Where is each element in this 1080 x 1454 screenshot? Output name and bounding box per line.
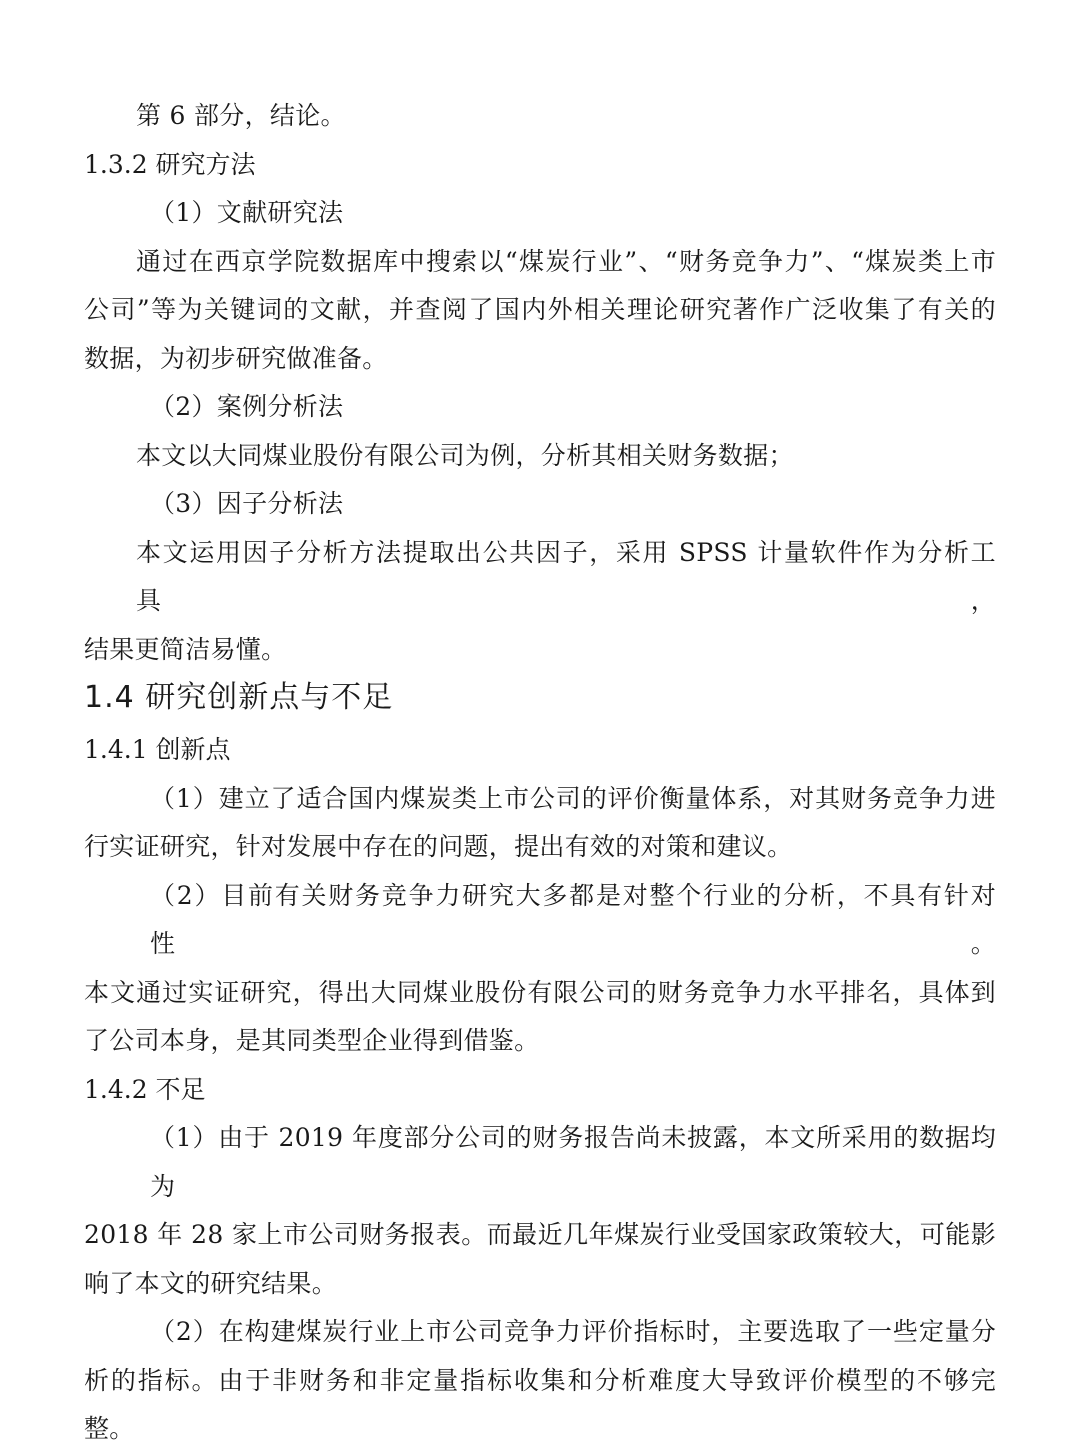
shortcoming-2-line-1: （2）在构建煤炭行业上市公司竞争力评价指标时，主要选取了一些定量分 <box>150 1317 996 1346</box>
shortcoming-1-line-2: 2018 年 28 家上市公司财务报表。而最近几年煤炭行业受国家政策较大，可能影 <box>84 1220 996 1249</box>
method-1-body-line-1: 通过在西京学院数据库中搜索以“煤炭行业”、“财务竞争力”、“煤炭类上市 <box>136 246 996 276</box>
innovation-1-line-1: （1）建立了适合国内煤炭类上市公司的评价衡量体系，对其财务竞争力进 <box>150 783 996 813</box>
paragraph-part6: 第 6 部分，结论。 <box>136 101 346 130</box>
method-3-title: （3）因子分析法 <box>150 489 344 518</box>
method-2-body-line-1: 本文以大同煤业股份有限公司为例，分析其相关财务数据； <box>136 440 794 470</box>
innovation-1-line-2: 行实证研究，针对发展中存在的问题，提出有效的对策和建议。 <box>84 832 793 861</box>
method-3-body-line-2: 结果更简洁易懂。 <box>84 634 287 664</box>
heading-1-4-1-innovation: 1.4.1 创新点 <box>84 735 231 764</box>
shortcoming-1-line-3: 响了本文的研究结果。 <box>84 1268 338 1298</box>
method-1-body-line-2: 公司”等为关键词的文献，并查阅了国内外相关理论研究著作广泛收集了有关的 <box>84 295 996 324</box>
heading-1-4-2-shortcomings: 1.4.2 不足 <box>84 1074 206 1104</box>
heading-1-4-innovation-and-shortcomings: 1.4 研究创新点与不足 <box>84 680 394 715</box>
shortcoming-2-line-3: 整。 <box>84 1414 135 1443</box>
shortcoming-1-line-1: （1）由于 2019 年度部分公司的财务报告尚未披露，本文所采用的数据均为 <box>150 1123 996 1201</box>
heading-1-3-2-research-methods: 1.3.2 研究方法 <box>84 149 256 179</box>
innovation-2-line-1: （2）目前有关财务竞争力研究大多都是对整个行业的分析，不具有针对性。 <box>150 880 996 958</box>
method-1-body-line-3: 数据，为初步研究做准备。 <box>84 343 388 373</box>
innovation-2-line-2: 本文通过实证研究，得出大同煤业股份有限公司的财务竞争力水平排名，具体到 <box>84 977 996 1007</box>
method-1-title: （1）文献研究法 <box>150 198 344 227</box>
method-3-body-line-1: 本文运用因子分析方法提取出公共因子，采用 SPSS 计量软件作为分析工具， <box>136 537 996 615</box>
shortcoming-2-line-2: 析的指标。由于非财务和非定量指标收集和分析难度大导致评价模型的不够完 <box>84 1365 996 1395</box>
innovation-2-line-3: 了公司本身，是其同类型企业得到借鉴。 <box>84 1026 540 1055</box>
document-page <box>84 92 996 1454</box>
method-2-title: （2）案例分析法 <box>150 392 344 421</box>
